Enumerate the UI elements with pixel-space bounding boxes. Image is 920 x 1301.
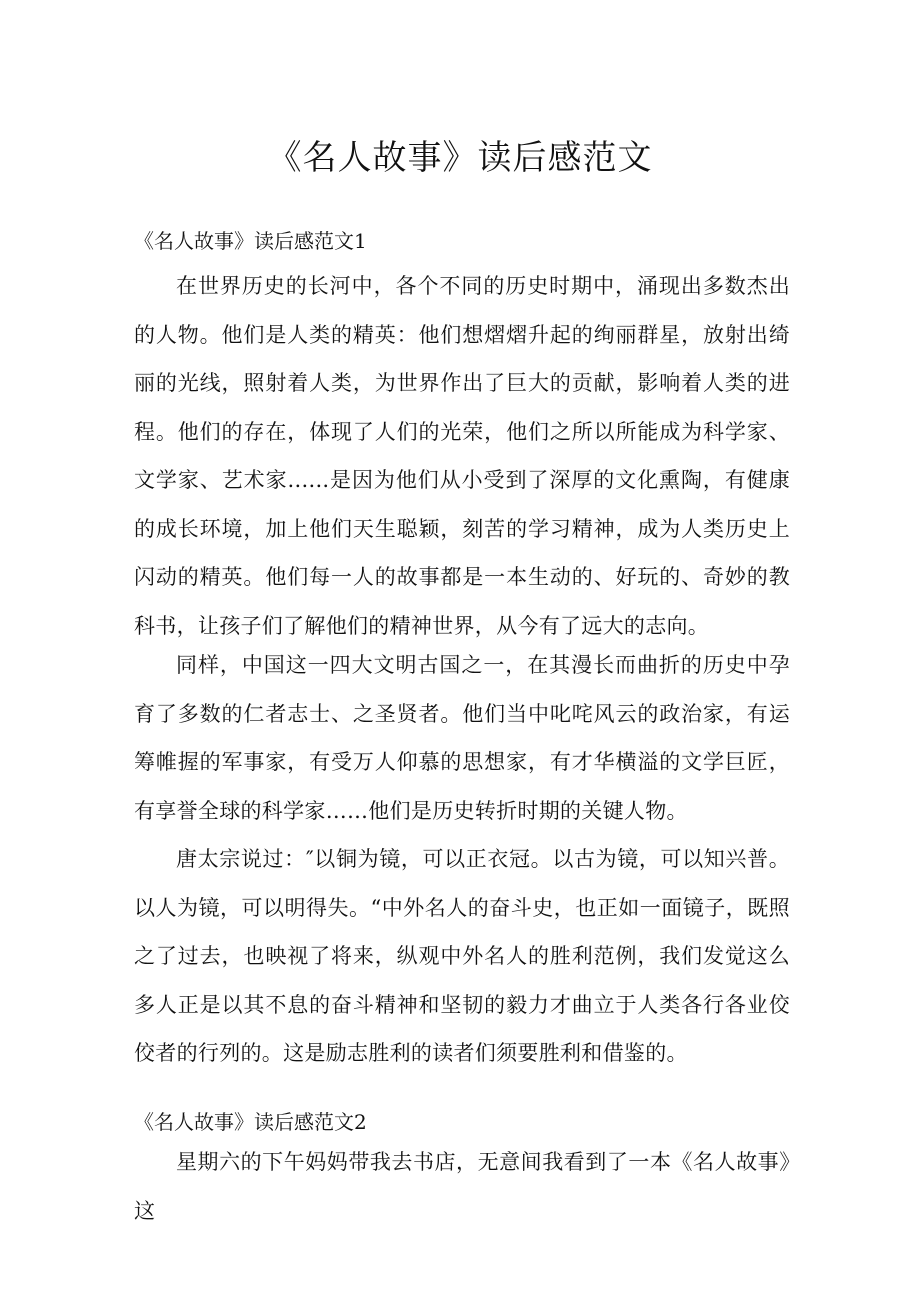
section-heading-2: 《名人故事》读后感范文2	[134, 1110, 367, 1134]
body-paragraph: 唐太宗说过：″以铜为镜，可以正衣冠。以古为镜，可以知兴普。以人为镜，可以明得失。“中外名人的奋斗史，也正如一面镜子，既照之了过去，也映视了将来，纵观中外名人的胜利范例，我们发觉这么多人正是以其不息的奋斗精神和坚韧的毅力才曲立于人类各行各业佼佼者的行列的。这是励志胜利的读者们须要胜利和借鉴的。	[134, 847, 790, 1065]
section-heading-1: 《名人故事》读后感范文1	[134, 229, 367, 253]
body-paragraph: 同样，中国这一四大文明古国之一，在其漫长而曲折的历史中孕育了多数的仁者志士、之圣贤者。他们当中叱咤风云的政治家，有运筹帷握的军事家，有受万人仰慕的思想家，有才华横溢的文学巨匠，有享誉全球的科学家……他们是历史转折时期的关键人物。	[134, 653, 790, 823]
document-title: 《名人故事》读后感范文	[267, 138, 653, 178]
body-paragraph: 在世界历史的长河中，各个不同的历史时期中，涌现出多数杰出的人物。他们是人类的精英：他们想熠熠升起的绚丽群星，放射出绮丽的光线，照射着人类，为世界作出了巨大的贡献，影响着人类的进程。他们的存在，体现了人们的光荣，他们之所以所能成为科学家、文学家、艺术家......是因为他们从小受到了深厚的文化熏陶，有健康的成长环境，加上他们天生聪颖，刻苦的学习精神，成为人类历史上闪动的精英。他们每一人的故事都是一本生动的、好玩的、奇妙的教科书，让孩子们了解他们的精神世界，从今有了远大的志向。	[134, 274, 790, 638]
body-paragraph: 星期六的下午妈妈带我去书店，无意间我看到了一本《名人故事》这	[134, 1150, 790, 1223]
